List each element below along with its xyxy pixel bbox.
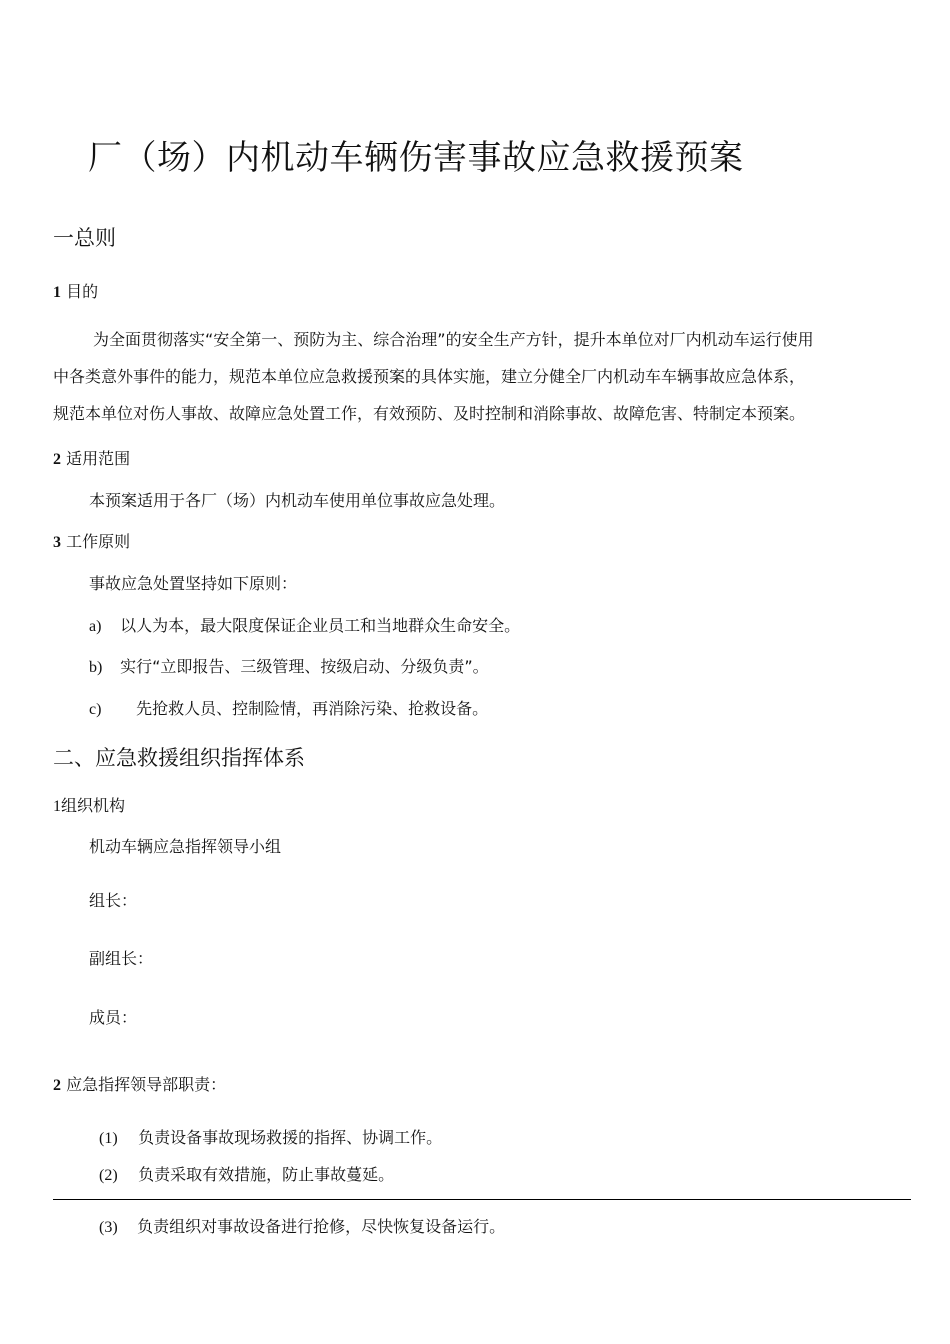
list-item-text: 负责组织对事故设备进行抢修，尽快恢复设备运行。 <box>137 1217 506 1236</box>
leadership-group: 机动车辆应急指挥领导小组 <box>89 837 282 856</box>
list-marker: (3) <box>99 1219 118 1236</box>
subheading-scope <box>53 446 130 469</box>
list-marker: c) <box>89 701 102 718</box>
list-marker: a) <box>89 618 102 635</box>
subheading-purpose <box>53 279 98 302</box>
list-item <box>89 654 489 677</box>
subheading-number: 1 <box>53 284 61 301</box>
document-title: 厂（场）内机动车辆伤害事故应急救援预案 <box>88 138 744 178</box>
section-heading-organization: 二、应急救援组织指挥体系 <box>53 746 305 770</box>
list-item-text: 以人为本，最大限度保证企业员工和当地群众生命安全。 <box>120 616 521 635</box>
subheading-duties <box>53 1072 226 1095</box>
list-item <box>99 1125 442 1148</box>
subheading-number: 2 <box>53 1077 61 1094</box>
subheading-number: 3 <box>53 534 61 551</box>
subheading-label: 目的 <box>66 282 99 301</box>
list-item-text: 负责采取有效措施，防止事故蔓延。 <box>138 1165 395 1184</box>
subheading-number: 1 <box>53 798 61 815</box>
subheading-label: 适用范围 <box>66 449 131 468</box>
list-item-text: 实行“立即报告、三级管理、按级启动、分级负责”。 <box>120 657 489 676</box>
list-item <box>89 696 488 719</box>
list-item-text: 负责设备事故现场救援的指挥、协调工作。 <box>138 1128 443 1147</box>
subheading-number: 2 <box>53 451 61 468</box>
subheading-label: 组织机构 <box>61 796 126 815</box>
subheading-org <box>53 793 125 816</box>
page-divider <box>53 1199 911 1200</box>
list-marker: b) <box>89 659 103 676</box>
list-item <box>99 1162 394 1185</box>
subheading-label: 应急指挥领导部职责： <box>66 1075 227 1094</box>
deputy-leader-label: 副组长： <box>89 949 154 968</box>
paragraph-line: 为全面贯彻落实“安全第一、预防为主、综合治理”的安全生产方针，提升本单位对厂内机动车运行使用 <box>93 330 814 349</box>
list-item-text: 先抢救人员、控制险情，再消除污染、抢救设备。 <box>136 699 489 718</box>
paragraph-line: 中各类意外事件的能力，规范本单位应急救援预案的具体实施，建立分健全厂内机动车车辆事故应急体系， <box>53 367 806 386</box>
list-item <box>89 613 520 636</box>
subheading-label: 工作原则 <box>66 532 131 551</box>
subheading-principles <box>53 529 130 552</box>
principles-intro: 事故应急处置坚持如下原则： <box>89 574 298 593</box>
list-marker: (1) <box>99 1130 118 1147</box>
list-item <box>99 1214 505 1237</box>
section-heading-general: 一总则 <box>53 226 116 250</box>
leader-label: 组长： <box>89 891 138 910</box>
paragraph-line: 规范本单位对伤人事故、故障应急处置工作，有效预防、及时控制和消除事故、故障危害、特制定本预案。 <box>53 404 806 423</box>
scope-text: 本预案适用于各厂（场）内机动车使用单位事故应急处理。 <box>89 491 506 510</box>
list-marker: (2) <box>99 1167 118 1184</box>
members-label: 成员： <box>89 1008 138 1027</box>
